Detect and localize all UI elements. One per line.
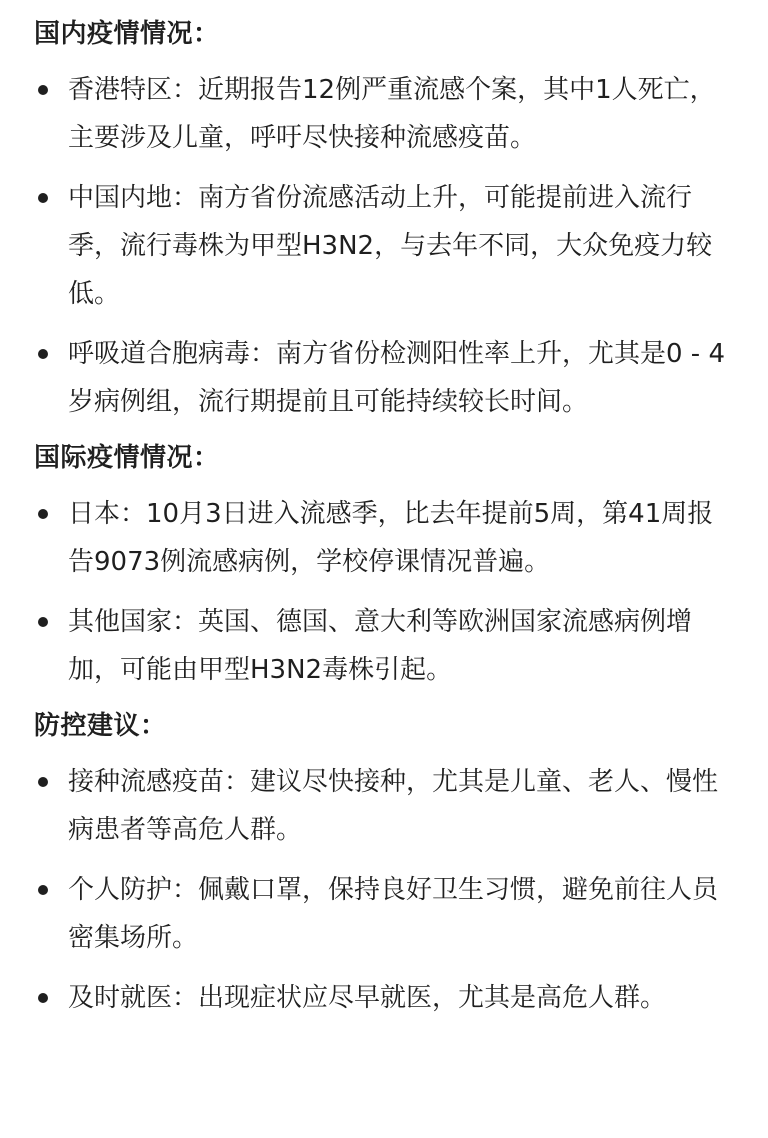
list-item-text: 香港特区：近期报告12例严重流感个案，其中1人死亡，主要涉及儿童，呼吁尽快接种流感疫苗。 <box>68 75 716 153</box>
bullet-icon <box>38 349 48 359</box>
bullet-icon <box>38 509 48 519</box>
section-heading-international: 国际疫情情况： <box>34 443 220 473</box>
list-item-text: 中国内地：南方省份流感活动上升，可能提前进入流行季，流行毒株为甲型H3N2，与去年不同，大众免疫力较低。 <box>68 183 713 309</box>
bullet-icon <box>38 617 48 627</box>
list-item-text: 个人防护：佩戴口罩，保持良好卫生习惯，避免前往人员密集场所。 <box>68 875 719 953</box>
bullet-icon <box>38 777 48 787</box>
list-item <box>34 866 732 962</box>
list-item <box>34 490 732 586</box>
bullet-icon <box>38 885 48 895</box>
section-heading-prevention: 防控建议： <box>34 711 167 741</box>
list-item-text: 接种流感疫苗：建议尽快接种，尤其是儿童、老人、慢性病患者等高危人群。 <box>68 767 719 845</box>
list-item-text: 日本：10月3日进入流感季，比去年提前5周，第41周报告9073例流感病例，学校停课情况普遍。 <box>68 499 714 577</box>
list-item <box>34 598 732 694</box>
list-item <box>34 330 732 426</box>
bullet-icon <box>38 85 48 95</box>
section-list-international <box>34 490 732 694</box>
list-item-text: 呼吸道合胞病毒：南方省份检测阳性率上升，尤其是0 - 4 岁病例组，流行期提前且可能持续较长时间。 <box>68 339 725 417</box>
list-item <box>34 174 732 318</box>
bullet-icon <box>38 193 48 203</box>
list-item <box>34 758 732 854</box>
section-list-domestic <box>34 66 732 426</box>
bullet-icon <box>38 993 48 1003</box>
list-item <box>34 66 732 162</box>
section-list-prevention <box>34 758 732 1022</box>
list-item <box>34 974 732 1022</box>
section-heading-domestic: 国内疫情情况： <box>34 19 220 49</box>
list-item-text: 其他国家：英国、德国、意大利等欧洲国家流感病例增加，可能由甲型H3N2毒株引起。 <box>68 607 693 685</box>
list-item-text: 及时就医：出现症状应尽早就医，尤其是高危人群。 <box>68 983 667 1013</box>
